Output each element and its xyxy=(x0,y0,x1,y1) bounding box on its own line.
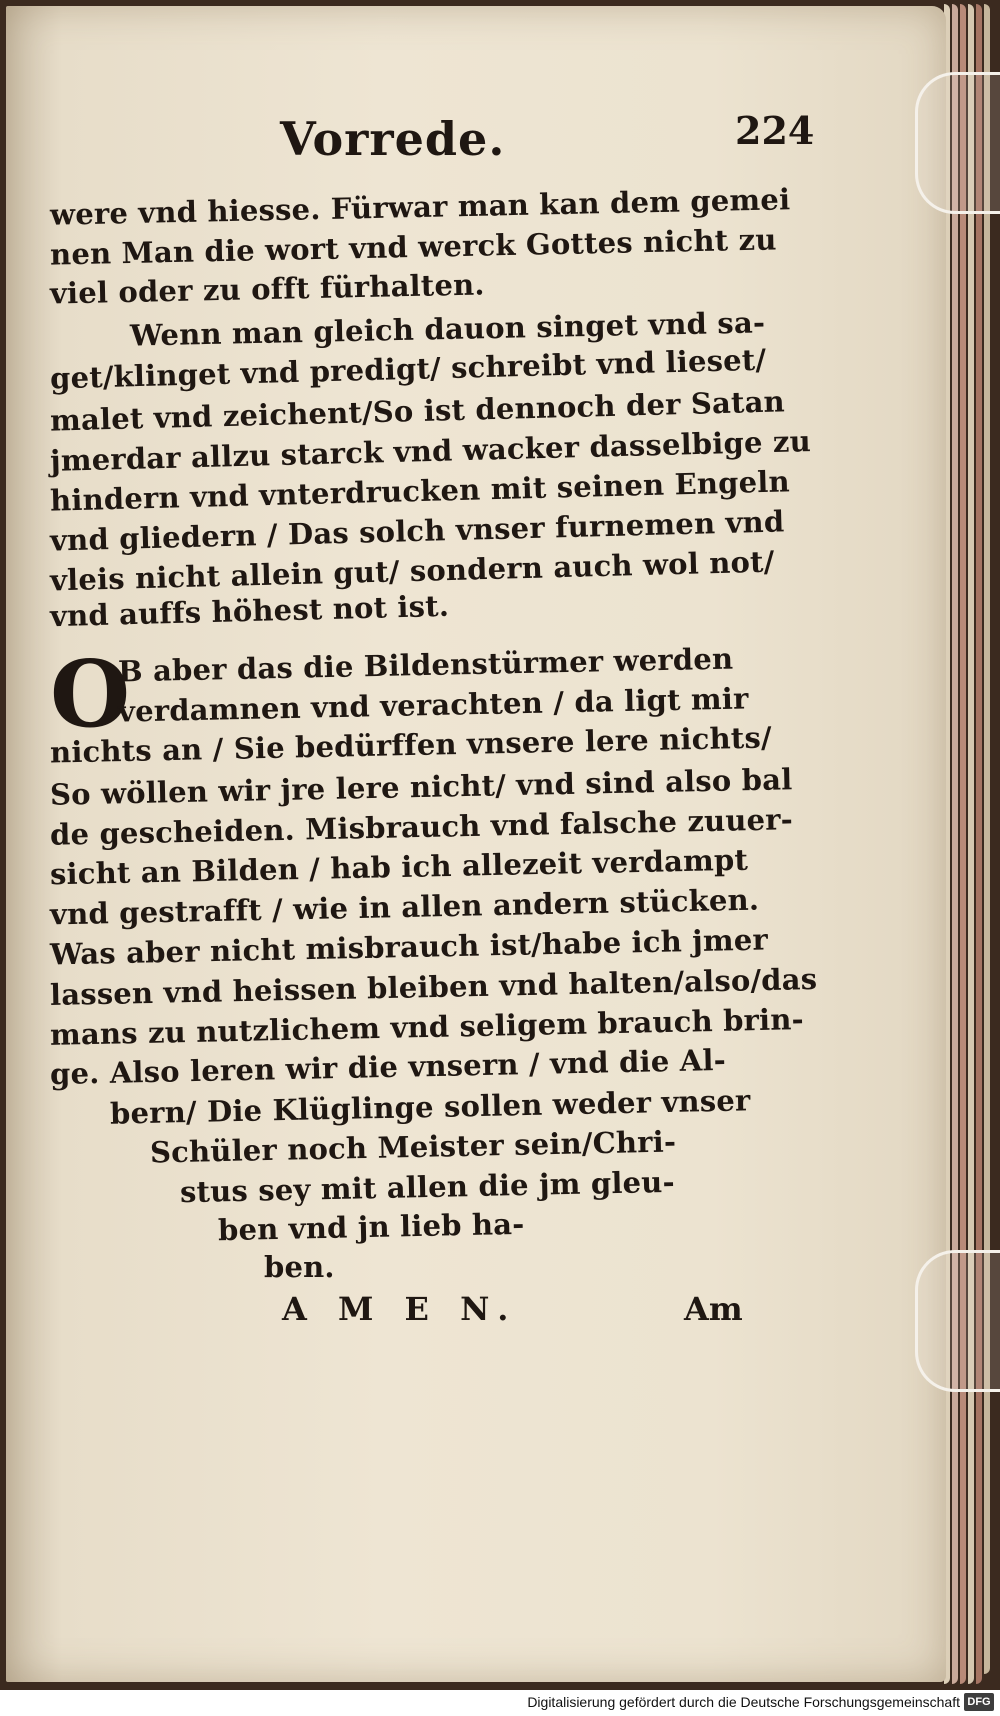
dfg-logo: DFG xyxy=(964,1693,994,1711)
drop-initial: O xyxy=(50,640,131,748)
text-line: Schüler noch Meister sein/Chri- xyxy=(149,1124,677,1170)
text-line: get/klinget vnd predigt/ schreibt vnd lieset/ xyxy=(49,342,767,396)
text-line: lassen vnd heissen bleiben vnd halten/also/das xyxy=(49,961,818,1013)
text-line: de gescheiden. Misbrauch vnd falsche zuuer- xyxy=(49,802,794,852)
text-line: malet vnd zeichent/So ist dennoch der Satan xyxy=(49,384,786,438)
running-header: Vorrede. xyxy=(280,112,506,166)
footer-bar xyxy=(0,1690,1000,1716)
text-line: ben. xyxy=(264,1250,335,1284)
text-line: jmerdar allzu starck vnd wacker dasselbige zu xyxy=(49,424,812,478)
text-line: bern/ Die Klüglinge sollen weder vnser xyxy=(109,1083,751,1131)
text-line: vnd auffs höhest not ist. xyxy=(49,588,450,634)
text-line: verdamnen vnd verachten / da ligt mir xyxy=(117,681,749,729)
text-line: were vnd hiesse. Fürwar man kan dem gemei xyxy=(49,182,791,232)
catchword: Am xyxy=(684,1290,743,1328)
text-line: Was aber nicht misbrauch ist/habe ich jmer xyxy=(49,922,769,972)
amen-line: A M E N. xyxy=(282,1290,519,1328)
text-line: ge. Also leren wir die vnsern / vnd die Al- xyxy=(49,1042,727,1092)
text-line: hindern vnd vnterdrucken mit seinen Engeln xyxy=(49,464,791,518)
text-line: viel oder zu offt fürhalten. xyxy=(49,267,485,311)
text-line: nichts an / Sie bedürffen vnsere lere nichts/ xyxy=(49,720,773,770)
text-line: mans zu nutzlichem vnd seligem brauch brin- xyxy=(49,1002,805,1052)
text-line: vnd gestrafft / wie in allen andern stücken. xyxy=(49,882,760,932)
text-line: B aber das die Bildenstürmer werden xyxy=(117,641,734,689)
text-line: stus sey mit allen die jm gleu- xyxy=(179,1164,676,1210)
text-line: vleis nicht allein gut/ sondern auch wol not/ xyxy=(49,544,775,598)
text-line: sicht an Bilden / hab ich allezeit verdampt xyxy=(49,842,749,892)
footer-credit: Digitalisierung gefördert durch die Deutsche Forschungsgemeinschaft xyxy=(527,1694,960,1710)
text-line: nen Man die wort vnd werck Gottes nicht zu xyxy=(49,222,777,272)
text-line: Wenn man gleich dauon singet vnd sa- xyxy=(129,305,766,353)
text-line: ben vnd jn lieb ha- xyxy=(217,1206,525,1248)
page-number: 224 xyxy=(735,108,815,153)
text-line: vnd gliedern / Das solch vnser furnemen vnd xyxy=(49,504,785,558)
text-line: So wöllen wir jre lere nicht/ vnd sind also bal xyxy=(49,762,793,812)
